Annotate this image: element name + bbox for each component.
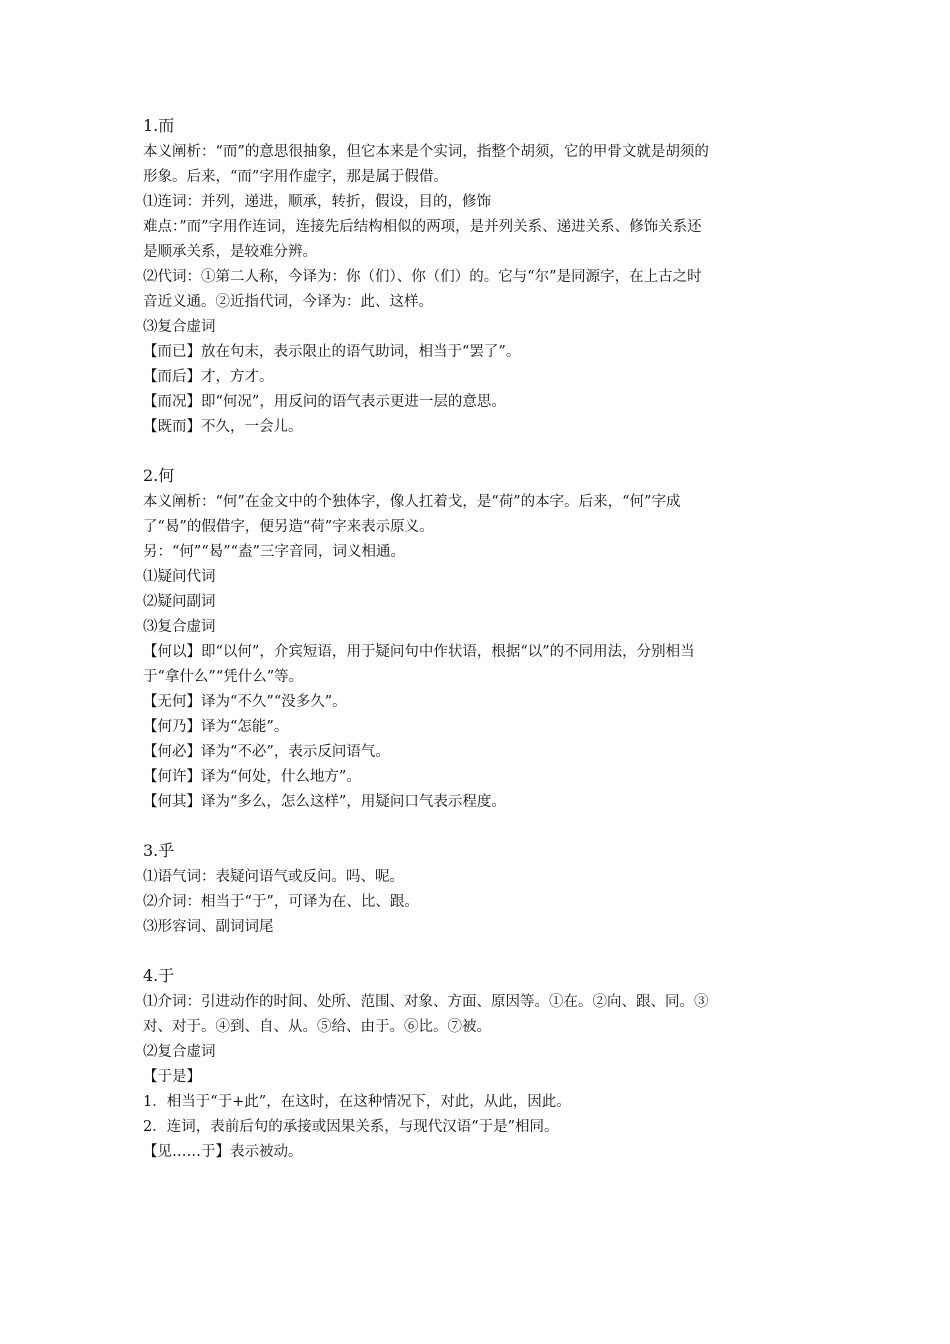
text-line: ⑴疑问代词 [143, 569, 216, 585]
text-line: ⑴连词：并列，递进，顺承，转折，假设，目的，修饰 [143, 194, 491, 210]
text-line: 本义阐析：“何”在金文中的个独体字，像人扛着戈，是“荷”的本字。后来，“何”字成 [143, 494, 681, 510]
text-line: 【而已】放在句末，表示限止的语气助词，相当于“罢了”。 [143, 344, 521, 360]
text-line: 对、对于。④到、自、从。⑤给、由于。⑥比。⑦被。 [143, 1019, 491, 1035]
text-line: 本义阐析：“而”的意思很抽象，但它本来是个实词，指整个胡须，它的甲骨文就是胡须的 [143, 144, 709, 160]
text-line: 【何乃】译为“怎能”。 [143, 719, 289, 735]
text-line: 形象。后来，“而”字用作虚字，那是属于假借。 [143, 169, 448, 185]
document-page [143, 112, 813, 1187]
text-line: 【何许】译为“何处，什么地方”。 [143, 769, 361, 785]
text-line: 音近义通。②近指代词，今译为：此、这样。 [143, 294, 433, 310]
text-line: 【既而】不久，一会儿。 [143, 419, 303, 435]
section-yu [143, 962, 813, 1165]
text-line: 难点：”而”字用作连词，连接先后结构相似的两项，是并列关系、递进关系、修饰关系还 [143, 219, 702, 235]
text-line: 于“拿什么”“凭什么”等。 [143, 669, 304, 685]
text-line: ⑶形容词、副词词尾 [143, 919, 274, 935]
text-line: 【于是】 [143, 1069, 201, 1085]
section-heading: 2.何 [143, 466, 175, 485]
section-hu [143, 837, 813, 940]
text-line: ⑴介词：引进动作的时间、处所、范围、对象、方面、原因等。①在。②向、跟、同。③ [143, 994, 709, 1010]
text-line: 是顺承关系，是较难分辨。 [143, 244, 317, 260]
text-line: 【而后】才，方才。 [143, 369, 274, 385]
section-heading: 1.而 [143, 116, 175, 135]
text-line: 2．连词，表前后句的承接或因果关系，与现代汉语“于是”相同。 [143, 1119, 559, 1135]
text-line: ⑵复合虚词 [143, 1044, 216, 1060]
text-line: ⑶复合虚词 [143, 319, 216, 335]
text-line: 【何以】即“以何”，介宾短语，用于疑问句中作状语，根据“以”的不同用法，分别相当 [143, 644, 695, 660]
section-he [143, 462, 813, 815]
text-line: 1．相当于“于+此”，在这时，在这种情况下，对此，从此，因此。 [143, 1094, 571, 1110]
text-line: 【何必】译为“不必”，表示反问语气。 [143, 744, 390, 760]
text-line: 【何其】译为“多么，怎么这样”，用疑问口气表示程度。 [143, 794, 506, 810]
text-line: ⑵介词：相当于“于”，可译为在、比、跟。 [143, 894, 419, 910]
text-line: ⑵代词：①第二人称，今译为：你（们）、你（们）的。它与“尔”是同源字，在上古之时 [143, 269, 702, 285]
section-heading: 4.于 [143, 966, 175, 985]
text-line: ⑵疑问副词 [143, 594, 216, 610]
text-line: 【而况】即“何况”，用反问的语气表示更进一层的意思。 [143, 394, 506, 410]
text-line: 另：“何”“曷”“盍”三字音同，词义相通。 [143, 544, 405, 560]
section-er [143, 112, 813, 440]
text-line: ⑴语气词：表疑问语气或反问。吗、呢。 [143, 869, 404, 885]
text-line: ⑶复合虚词 [143, 619, 216, 635]
text-line: 【见……于】表示被动。 [143, 1144, 303, 1160]
text-line: 【无何】译为“不久”“没多久”。 [143, 694, 347, 710]
text-line: 了“曷”的假借字，便另造“荷”字来表示原义。 [143, 519, 434, 535]
section-heading: 3.乎 [143, 841, 175, 860]
